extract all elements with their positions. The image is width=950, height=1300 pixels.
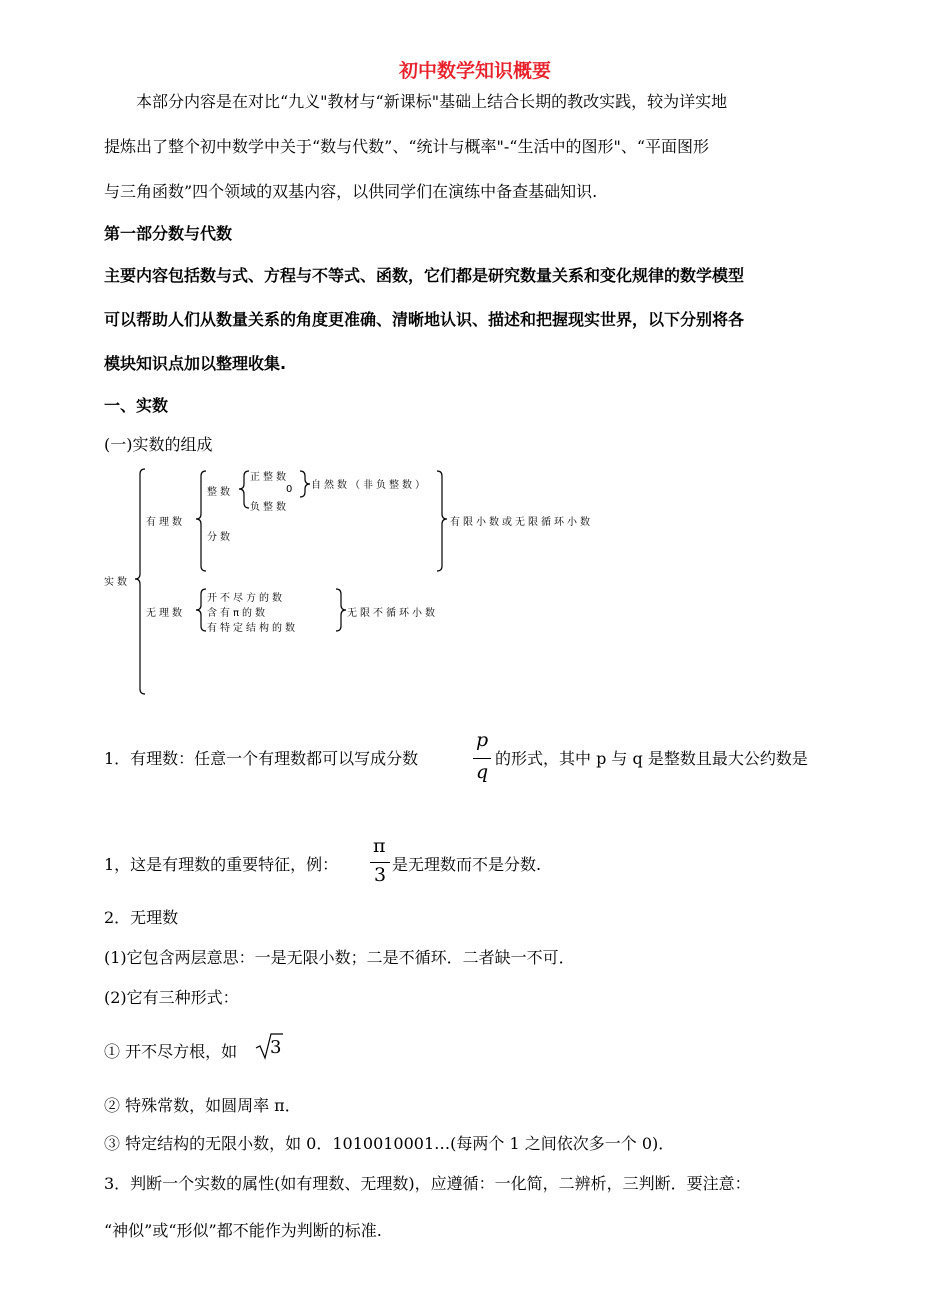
diagram-irrational-item-3: 有特定结构的数 (207, 623, 298, 634)
example-denominator: 3 (374, 864, 387, 886)
fraction-numerator: p (476, 729, 489, 751)
diagram-rational-description: 有限小数或无限循环小数 (450, 517, 593, 528)
intro-line-3: 与三角函数”四个领域的双基内容，以供同学们在演练中备查基础知识. (104, 182, 598, 201)
fraction-pi-over-3 (370, 835, 390, 889)
diagram-irrational-description: 无限不循环小数 (347, 608, 438, 619)
sqrt-3-expression (255, 1031, 283, 1061)
part1-desc-line-1: 主要内容包括数与式、方程与不等式、函数，它们都是研究数量关系和变化规律的数学模型 (104, 266, 745, 285)
item1-text-d: 是无理数而不是分数. (392, 855, 542, 874)
item1-text-c: 1，这是有理数的重要特征，例： (104, 855, 339, 874)
item3-text-b: “神似”或“形似”都不能作为判断的标准. (104, 1221, 382, 1240)
intro-line-2: 提炼出了整个初中数学中关于“数与代数”、“统计与概率"-“生活中的图形"、“平面图形 (104, 137, 710, 156)
diagram-fraction-label: 分数 (207, 532, 233, 543)
diagram-irrational-item-1: 开不尽方的数 (207, 593, 285, 604)
diagram-irrational-label: 无理数 (146, 608, 185, 619)
form2-text: ② 特殊常数，如圆周率 π． (104, 1096, 301, 1115)
intro-line-1: 本部分内容是在对比“九义"教材与“新课标"基础上结合长期的教改实践，较为详实地 (136, 92, 728, 111)
part1-desc-line-3: 模块知识点加以整理收集. (104, 354, 287, 373)
diagram-zero-label: 0 (286, 484, 296, 495)
diagram-positive-integer-label: 正整数 (250, 472, 289, 483)
item2-point-2: (2)它有三种形式： (104, 988, 239, 1007)
part1-desc-line-2: 可以帮助人们从数量关系的角度更准确、清晰地认识、描述和把握现实世界，以下分别将各 (104, 310, 745, 329)
section-heading-real-numbers: 一、实数 (104, 396, 169, 415)
fraction-denominator: q (476, 761, 489, 783)
fraction-p-over-q (473, 729, 491, 787)
page-title: 初中数学知识概要 (398, 60, 551, 82)
item1-text-a: 1．有理数：任意一个有理数都可以写成分数 (104, 749, 419, 768)
diagram-natural-number-label: 自然数（非负整数） (311, 480, 428, 491)
diagram-rational-label: 有理数 (146, 517, 185, 528)
example-numerator: π (373, 835, 386, 857)
radicand: 3 (270, 1037, 282, 1058)
form1-text: ① 开不尽方根，如 (104, 1042, 238, 1061)
diagram-irrational-item-2: 含有π的数 (207, 608, 269, 619)
part1-heading: 第一部分数与代数 (104, 224, 233, 243)
item3-text-a: 3．判断一个实数的属性(如有理数、无理数)，应遵循：一化简，二辨析，三判断．要注意： (104, 1174, 751, 1193)
item2-heading: 2．无理数 (104, 908, 179, 927)
diagram-integer-label: 整数 (207, 487, 233, 498)
subsection-heading: (一)实数的组成 (104, 435, 213, 454)
item2-point-1: (1)它包含两层意思：一是无限小数；二是不循环．二者缺一不可． (104, 948, 575, 967)
diagram-root-label: 实数 (104, 577, 130, 588)
form3-text: ③ 特定结构的无限小数，如 0．1010010001…(每两个 1 之间依次多一个 0)． (104, 1134, 675, 1153)
item1-text-b: 的形式，其中 p 与 q 是整数且最大公约数是 (495, 749, 808, 768)
diagram-negative-integer-label: 负整数 (250, 502, 289, 513)
